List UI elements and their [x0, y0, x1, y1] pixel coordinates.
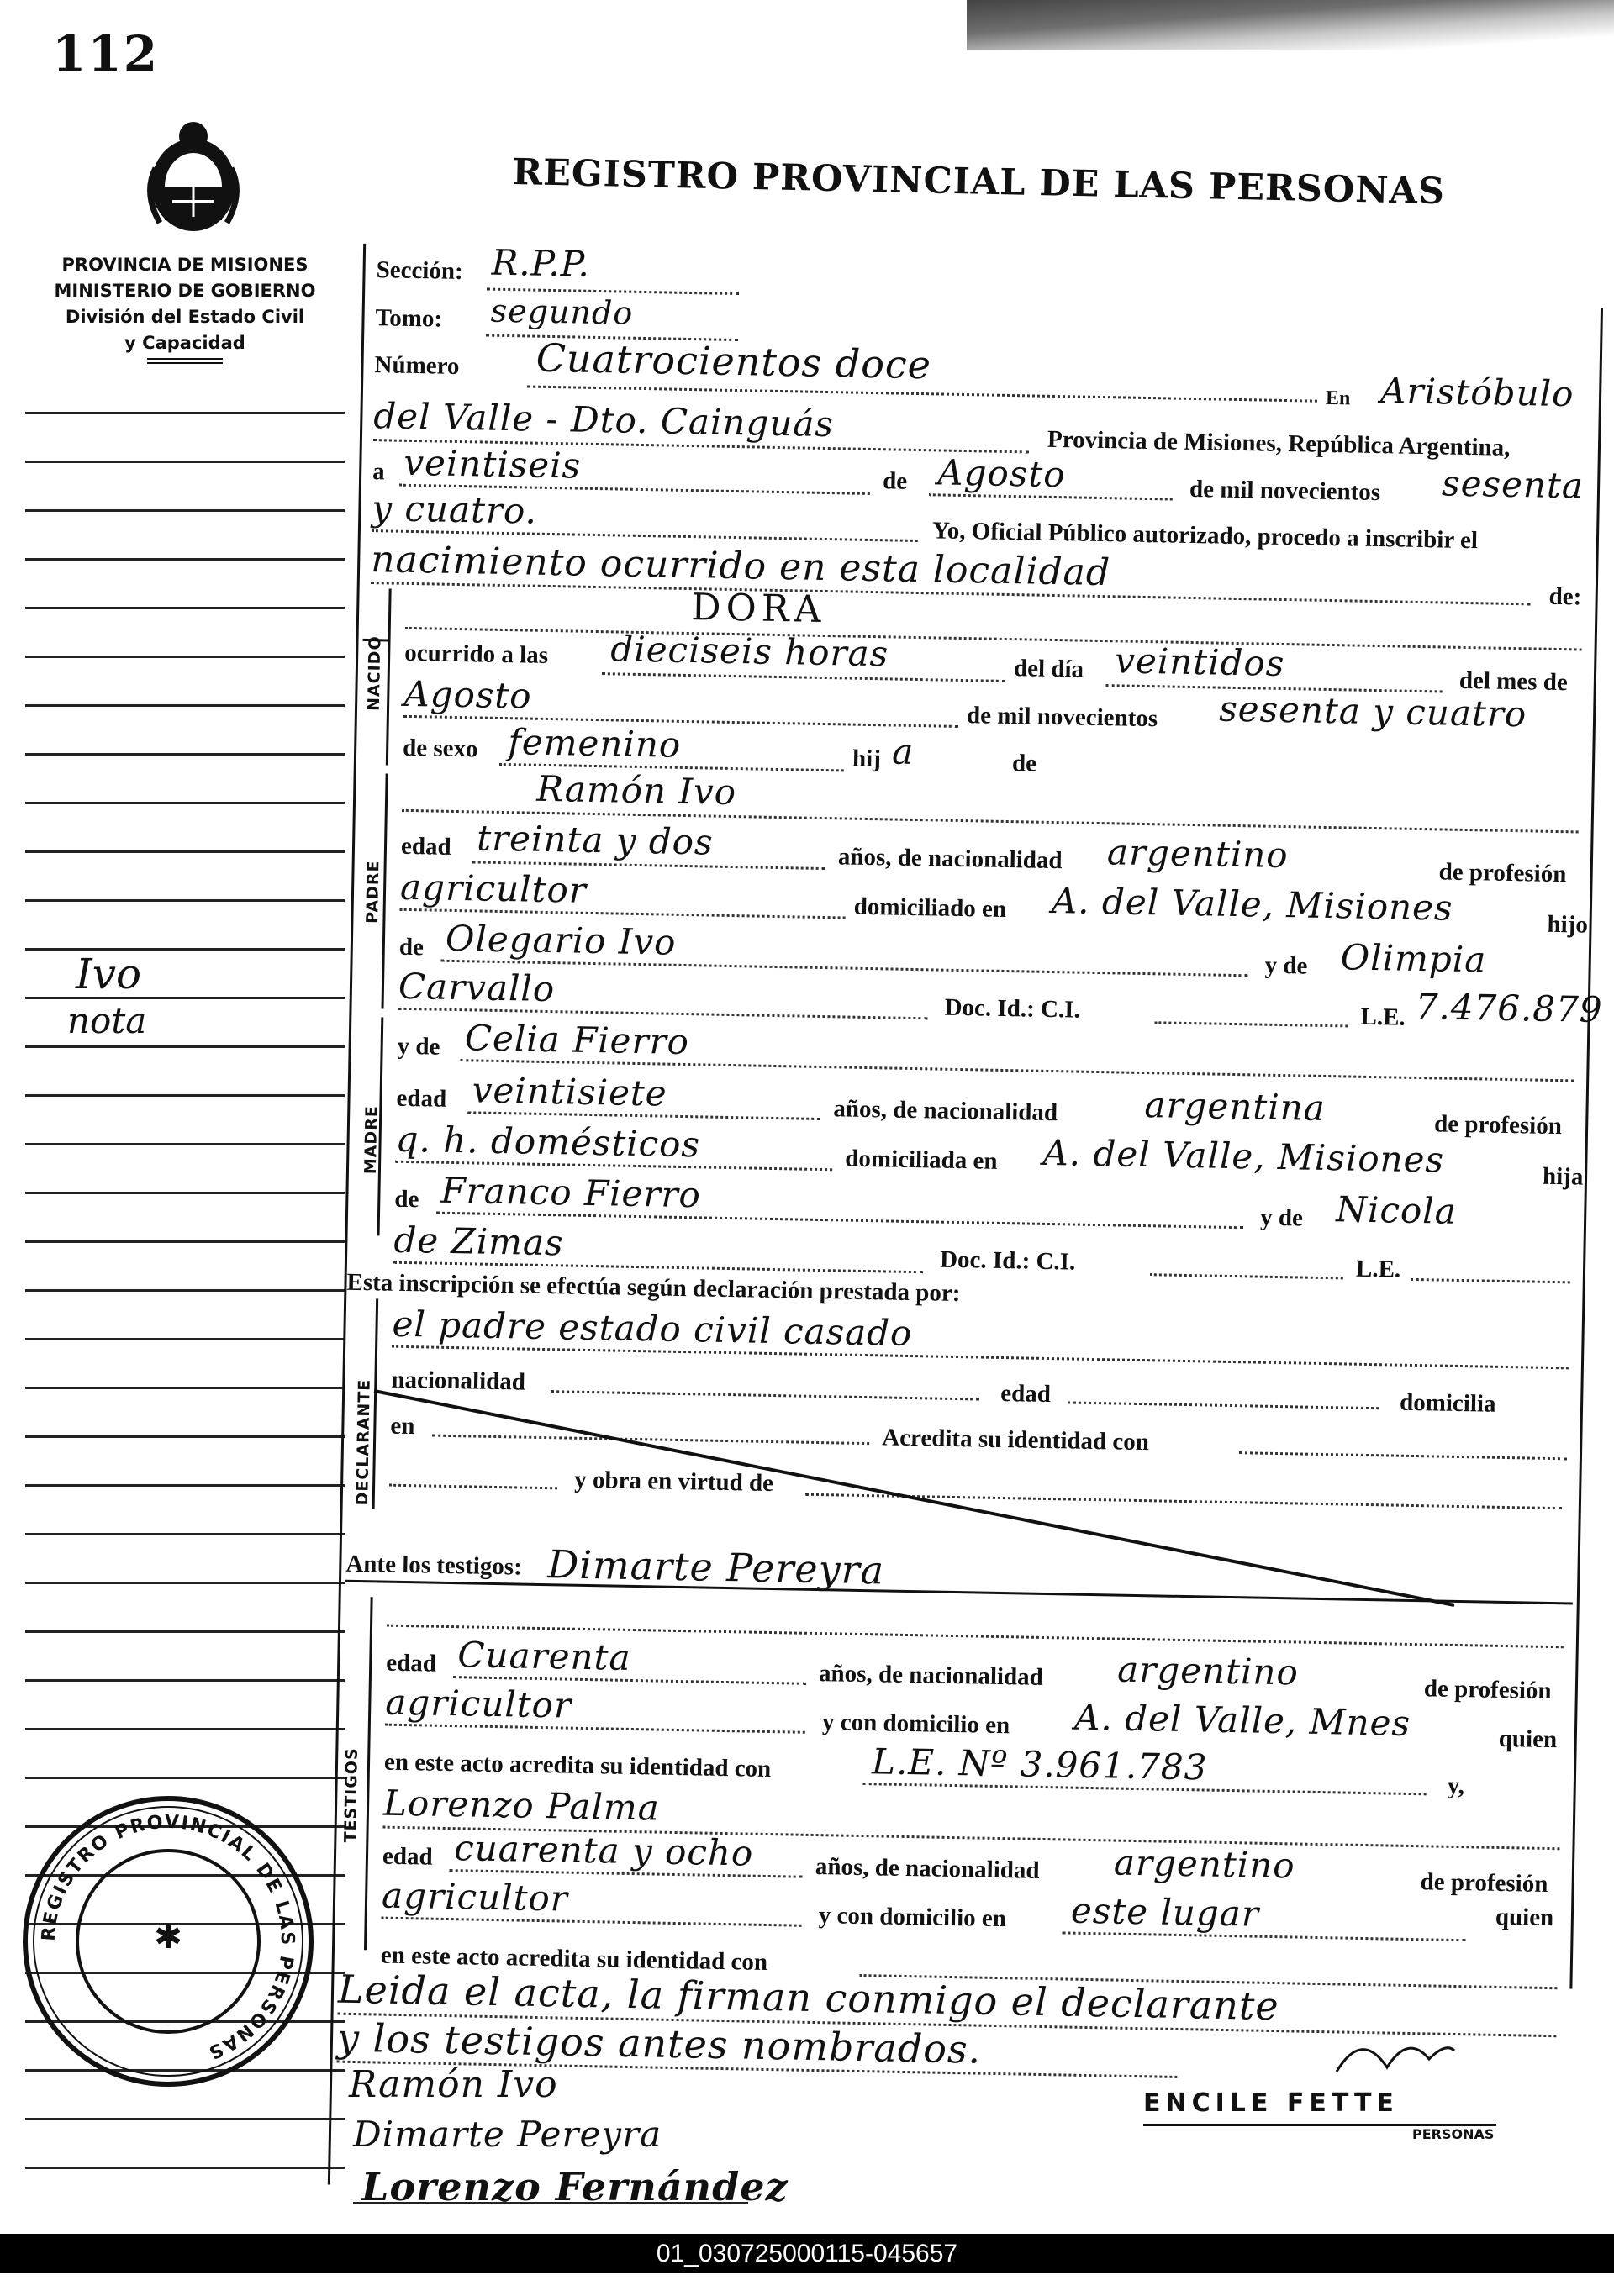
- seal-text: REGISTRO PROVINCIAL DE LAS PERSONAS: [38, 1811, 298, 2063]
- padre-name: Ramón Ivo: [535, 767, 737, 814]
- padre-nac-value: argentino: [1106, 831, 1290, 877]
- padre-le-label: L.E.: [1360, 1003, 1406, 1031]
- t2-dom-label: y con domicilio en: [818, 1902, 1007, 1933]
- t1-prof-value: agricultor: [384, 1681, 572, 1726]
- padre-doc-label: Doc. Id.: C.I.: [944, 993, 1081, 1024]
- section-label-madre: MADRE: [361, 1105, 382, 1175]
- padre-hijo-label: hijo: [1547, 910, 1589, 939]
- t1-dom-value: A. del Valle, Mnes: [1073, 1696, 1411, 1744]
- madre-yde-label: y de: [397, 1032, 440, 1061]
- madre-edad-label: edad: [396, 1084, 447, 1113]
- madre-doc-label: Doc. Id.: C.I.: [939, 1245, 1076, 1276]
- year-value-2: y cuatro.: [371, 487, 538, 532]
- padre-prof-value: agricultor: [399, 866, 588, 911]
- del-mes-label: del mes de: [1458, 666, 1569, 697]
- signature-2: Dimarte Pereyra: [353, 2114, 662, 2155]
- t2-nac-value: argentino: [1113, 1841, 1296, 1887]
- padre-yde-label: y de: [1264, 951, 1308, 980]
- closing-line-2: y los testigos antes nombrados.: [336, 2014, 982, 2072]
- official-signature-icon: [1328, 2025, 1463, 2084]
- en-label: En: [1325, 387, 1351, 410]
- testigos-intro: Ante los testigos:: [345, 1550, 523, 1581]
- madre-name: Celia Fierro: [464, 1017, 690, 1063]
- madre-dom-label: domiciliada en: [845, 1145, 998, 1175]
- a-label: a: [372, 458, 386, 486]
- madre-de-label: de: [394, 1185, 419, 1214]
- del-dia-label: del día: [1013, 655, 1084, 683]
- padre-dom-label: domiciliado en: [853, 893, 1007, 924]
- de-label: de: [882, 467, 908, 495]
- t1-nac-value: argentino: [1116, 1648, 1300, 1693]
- declarante-en-label: en: [390, 1412, 415, 1440]
- place-value: del Valle - Dto. Cainguás: [372, 395, 835, 445]
- padre-mother-value: Olimpia: [1340, 936, 1487, 981]
- padre-nac-label: años, de nacionalidad: [837, 843, 1063, 875]
- footer-id-bar: 01_030725000115-045657: [0, 2234, 1614, 2273]
- padre-edad-value: treinta y dos: [476, 817, 715, 863]
- madre-nac-value: argentina: [1144, 1084, 1327, 1129]
- de2-label: de:: [1548, 582, 1582, 611]
- margin-note-1: Ivo: [76, 950, 142, 998]
- madre-prof-value: q. h. domésticos: [395, 1118, 701, 1166]
- t1-nac-label: años, de nacionalidad: [818, 1660, 1044, 1691]
- madre-le-label: L.E.: [1355, 1255, 1401, 1283]
- signature-1: Ramón Ivo: [349, 2063, 558, 2106]
- t1-quien-label: quien: [1498, 1725, 1558, 1754]
- padre-le-value: 7.476.879: [1415, 985, 1603, 1031]
- padre-de-label: de: [398, 933, 425, 961]
- tomo-label: Tomo:: [375, 304, 443, 333]
- section-label-padre: PADRE: [363, 860, 383, 924]
- year-label: de mil novecientos: [1189, 475, 1381, 507]
- ministry-line-4: y Capacidad: [124, 333, 245, 353]
- hora-value: dieciseis horas: [609, 628, 889, 675]
- declarante-intro: Esta inscripción se efectúa según declaración prestada por:: [346, 1268, 961, 1308]
- signature-3: Lorenzo Fernández: [361, 2164, 789, 2209]
- sexo-value: femenino: [507, 721, 682, 766]
- declarante-nac-label: nacionalidad: [391, 1366, 526, 1396]
- seccion-label: Sección:: [376, 256, 463, 286]
- hij-value: a: [891, 730, 915, 772]
- padre-edad-label: edad: [400, 832, 451, 861]
- name-value: DORA: [690, 586, 827, 632]
- madre-father-value: Franco Fierro: [440, 1169, 702, 1216]
- madre-prof-label: de profesión: [1433, 1110, 1563, 1140]
- section-label-nacido: NACIDO: [364, 635, 385, 712]
- madre-hija-label: hija: [1542, 1162, 1584, 1191]
- mil-label: de mil novecientos: [966, 702, 1158, 733]
- mes-value: Agosto: [403, 672, 533, 717]
- padre-prof-label: de profesión: [1438, 858, 1567, 888]
- provincia-label: Provincia de Misiones, República Argentina,: [1047, 425, 1511, 461]
- declarante-edad-label: edad: [1000, 1379, 1052, 1409]
- t2-quien-label: quien: [1495, 1903, 1554, 1932]
- t1-acredita-label: en este acto acredita su identidad con: [383, 1748, 772, 1783]
- t1-edad-value: Cuarenta: [456, 1634, 631, 1678]
- seccion-value: R.P.P.: [491, 241, 591, 285]
- hij-label: hij: [852, 745, 882, 773]
- padre-mother-value-2: Carvallo: [398, 965, 556, 1010]
- t1-prof-label: de profesión: [1423, 1675, 1552, 1705]
- signature-line: [353, 2202, 748, 2204]
- t2-dom-value: este lugar: [1070, 1889, 1260, 1935]
- ministry-line-3: División del Estado Civil: [65, 307, 305, 327]
- testigo-2-name: Lorenzo Palma: [382, 1782, 661, 1829]
- declarante-value: el padre estado civil casado: [392, 1303, 913, 1355]
- declarante-dom-label: domicilia: [1399, 1388, 1496, 1418]
- t2-prof-value: agricultor: [381, 1874, 569, 1919]
- testigo-1-name: Dimarte Pereyra: [546, 1541, 885, 1593]
- year-value: sesenta: [1441, 462, 1585, 507]
- madre-mother-value: Nicola: [1335, 1188, 1458, 1232]
- section-label-testigos: TESTIGOS: [340, 1747, 361, 1843]
- document-title: REGISTRO PROVINCIAL DE LAS PERSONAS: [511, 151, 1446, 213]
- official-stamp-line-1: ENCILE FETTE: [1143, 2088, 1399, 2118]
- t1-doc-value: L.E. Nº 3.961.783: [871, 1740, 1208, 1788]
- t2-nac-label: años, de nacionalidad: [815, 1853, 1040, 1884]
- madre-nac-label: años, de nacionalidad: [833, 1095, 1058, 1127]
- ministry-line-1: PROVINCIA DE MISIONES: [61, 255, 309, 275]
- t2-edad-label: edad: [382, 1842, 433, 1871]
- t1-dom-label: y con domicilio en: [821, 1709, 1010, 1740]
- closing-line-1: Leida el acta, la firman conmigo el declarante: [337, 1966, 1280, 2030]
- tomo-value: segundo: [490, 292, 634, 332]
- svg-text:✱: ✱: [154, 1918, 182, 1956]
- t1-edad-label: edad: [385, 1649, 437, 1677]
- day-value: veintiseis: [403, 441, 582, 487]
- act-value: nacimiento ocurrido en esta localidad: [370, 538, 1111, 595]
- ministry-line-2: MINISTERIO DE GOBIERNO: [54, 281, 316, 301]
- anio-value: sesenta y cuatro: [1218, 687, 1527, 735]
- month-value: Agosto: [936, 451, 1066, 496]
- numero-value: Cuatrocientos doce: [535, 334, 932, 388]
- margin-note-2: nota: [67, 1000, 147, 1041]
- declarante-acredita-label: Acredita su identidad con: [881, 1424, 1150, 1456]
- numero-label: Número: [374, 351, 460, 380]
- madre-dom-value: A. del Valle, Misiones: [1042, 1131, 1445, 1181]
- declarante-obra-label: y obra en virtud de: [573, 1466, 774, 1498]
- t2-prof-label: de profesión: [1420, 1868, 1548, 1898]
- ocurrido-label: ocurrido a las: [404, 639, 549, 669]
- madre-yde2-label: y de: [1259, 1203, 1304, 1232]
- page-number: 112: [52, 25, 160, 82]
- t2-acredita-label: en este acto acredita su identidad con: [380, 1941, 768, 1977]
- dia-value: veintidos: [1114, 640, 1285, 685]
- madre-mother-value-2: de Zimas: [393, 1219, 565, 1264]
- padre-dom-value: A. del Valle, Misiones: [1051, 879, 1454, 929]
- section-label-declarante: DECLARANTE: [353, 1378, 374, 1506]
- yo-label: Yo, Oficial Público autorizado, procedo a inscribir el: [931, 517, 1479, 555]
- de-label-nacido: de: [1011, 750, 1037, 777]
- sexo-label: de sexo: [402, 734, 478, 763]
- t2-edad-value: cuarenta y ocho: [453, 1827, 754, 1874]
- t1-y-label: y,: [1447, 1772, 1465, 1800]
- padre-father-value: Olegario Ivo: [445, 917, 677, 963]
- official-stamp-line-2: PERSONAS: [1412, 2126, 1495, 2142]
- madre-edad-value: veintisiete: [472, 1069, 668, 1114]
- en-value: Aristóbulo: [1379, 370, 1574, 415]
